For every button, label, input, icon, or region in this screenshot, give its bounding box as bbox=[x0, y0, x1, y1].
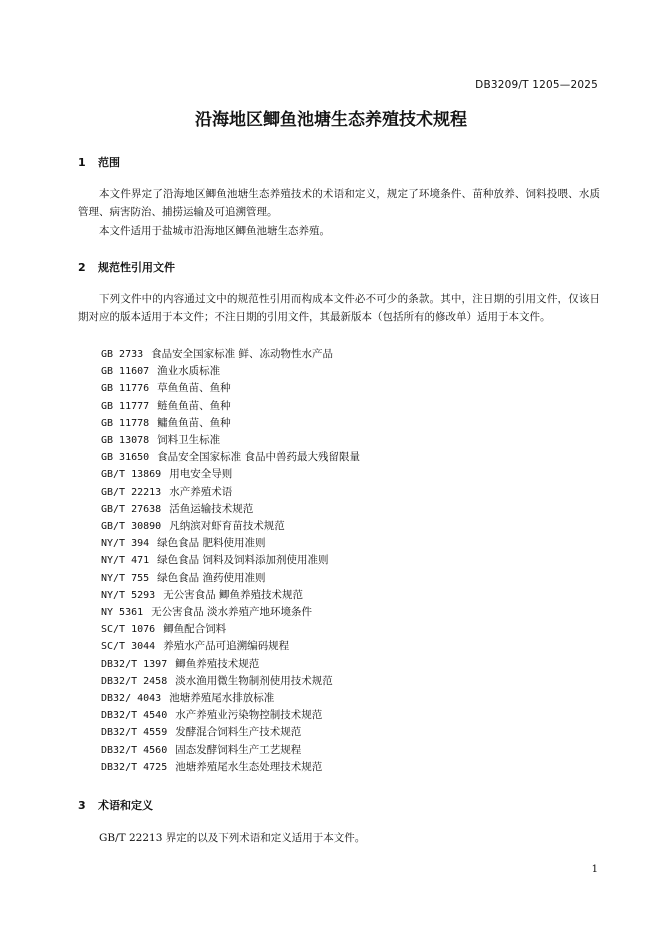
reference-item bbox=[101, 690, 360, 707]
section-number: 1 bbox=[78, 156, 86, 169]
reference-item bbox=[101, 742, 360, 759]
reference-item bbox=[101, 673, 360, 690]
reference-code: DB32/T 2458 bbox=[101, 675, 168, 687]
reference-code: SC/T 1076 bbox=[101, 624, 156, 636]
section-number: 3 bbox=[78, 799, 86, 812]
reference-code: NY 5361 bbox=[101, 607, 144, 619]
reference-title: 养殖水产品可追溯编码规程 bbox=[163, 640, 290, 653]
reference-title: 鲫鱼配合饲料 bbox=[163, 623, 227, 636]
reference-item bbox=[101, 604, 360, 621]
reference-item bbox=[101, 415, 360, 432]
reference-title: 用电安全导则 bbox=[169, 468, 233, 481]
reference-title: 食品安全国家标准 食品中兽药最大残留限量 bbox=[157, 451, 361, 464]
reference-title: 水产养殖业污染物控制技术规范 bbox=[175, 709, 323, 722]
reference-item bbox=[101, 535, 360, 552]
reference-code: DB32/T 1397 bbox=[101, 658, 168, 670]
reference-item bbox=[101, 363, 360, 380]
reference-title: 鳙鱼鱼苗、鱼种 bbox=[157, 416, 231, 429]
reference-code: GB 11778 bbox=[101, 417, 150, 429]
section-heading-normative-refs bbox=[78, 259, 175, 275]
reference-code: GB/T 13869 bbox=[101, 469, 162, 481]
reference-item bbox=[101, 484, 360, 501]
reference-code: SC/T 3044 bbox=[101, 641, 156, 653]
reference-item bbox=[101, 518, 360, 535]
section-title: 范围 bbox=[98, 156, 120, 169]
reference-title: 无公害食品 淡水养殖产地环境条件 bbox=[151, 606, 312, 619]
reference-code: NY/T 394 bbox=[101, 538, 150, 550]
reference-title: 淡水渔用微生物制剂使用技术规范 bbox=[175, 674, 333, 687]
reference-title: 鲫鱼养殖技术规范 bbox=[175, 657, 260, 670]
reference-title: 水产养殖术语 bbox=[169, 485, 233, 498]
normative-refs-intro: 下列文件中的内容通过文中的规范性引用而构成本文件必不可少的条款。其中，注日期的引用文件，仅该日期对应的版本适用于本文件；不注日期的引用文件，其最新版本（包括所有的修改单）适用于本文件。 bbox=[78, 293, 600, 323]
reference-item bbox=[101, 759, 360, 776]
reference-item bbox=[101, 638, 360, 655]
section-title: 规范性引用文件 bbox=[98, 261, 175, 274]
reference-code: DB32/T 4725 bbox=[101, 761, 168, 773]
reference-title: 绿色食品 饲料及饲料添加剂使用准则 bbox=[157, 554, 329, 567]
reference-code: DB32/ 4043 bbox=[101, 693, 162, 705]
section-heading-scope bbox=[78, 154, 120, 170]
reference-title: 渔业水质标准 bbox=[157, 365, 221, 378]
reference-title: 池塘养殖尾水生态处理技术规范 bbox=[175, 760, 323, 773]
reference-item bbox=[101, 552, 360, 569]
reference-code: GB 11776 bbox=[101, 383, 150, 395]
reference-item bbox=[101, 346, 360, 363]
reference-title: 池塘养殖尾水排放标准 bbox=[169, 692, 275, 705]
reference-item bbox=[101, 501, 360, 518]
reference-item bbox=[101, 621, 360, 638]
reference-code: GB/T 30890 bbox=[101, 521, 162, 533]
section-heading-terms bbox=[78, 797, 153, 813]
reference-title: 凡纳滨对虾育苗技术规范 bbox=[169, 520, 285, 533]
reference-item bbox=[101, 707, 360, 724]
reference-code: DB32/T 4560 bbox=[101, 744, 168, 756]
reference-item bbox=[101, 398, 360, 415]
reference-title: 发酵混合饲料生产技术规范 bbox=[175, 726, 302, 739]
reference-code: DB32/T 4540 bbox=[101, 710, 168, 722]
reference-item bbox=[101, 432, 360, 449]
reference-title: 活鱼运输技术规范 bbox=[169, 502, 254, 515]
document-code: DB3209/T 1205—2025 bbox=[475, 79, 598, 91]
reference-code: DB32/T 4559 bbox=[101, 727, 168, 739]
terms-intro: GB/T 22213 界定的以及下列术语和定义适用于本文件。 bbox=[99, 832, 366, 844]
reference-code: GB 2733 bbox=[101, 349, 144, 360]
reference-code: GB 31650 bbox=[101, 452, 150, 464]
reference-item bbox=[101, 466, 360, 483]
reference-item bbox=[101, 449, 360, 466]
reference-code: NY/T 471 bbox=[101, 555, 150, 567]
reference-title: 绿色食品 肥料使用准则 bbox=[157, 537, 266, 550]
reference-code: GB/T 27638 bbox=[101, 503, 162, 515]
reference-code: GB 11777 bbox=[101, 400, 150, 412]
reference-code: NY/T 5293 bbox=[101, 589, 156, 601]
reference-item bbox=[101, 724, 360, 741]
reference-code: GB/T 22213 bbox=[101, 486, 162, 498]
reference-item bbox=[101, 380, 360, 397]
scope-paragraph-1: 本文件界定了沿海地区鲫鱼池塘生态养殖技术的术语和定义，规定了环境条件、苗种放养、饲料投喂、水质管理、病害防治、捕捞运输及可追溯管理。 bbox=[78, 188, 600, 218]
document-title: 沿海地区鲫鱼池塘生态养殖技术规程 bbox=[195, 110, 467, 130]
reference-title: 无公害食品 鲫鱼养殖技术规范 bbox=[163, 588, 304, 601]
scope-paragraph-2: 本文件适用于盐城市沿海地区鲫鱼池塘生态养殖。 bbox=[99, 225, 330, 237]
reference-item bbox=[101, 587, 360, 604]
reference-item bbox=[101, 570, 360, 587]
reference-title: 食品安全国家标准 鲜、冻动物性水产品 bbox=[151, 348, 333, 360]
reference-item bbox=[101, 656, 360, 673]
reference-code: GB 13078 bbox=[101, 435, 150, 447]
reference-title: 饲料卫生标准 bbox=[157, 434, 221, 447]
reference-list bbox=[101, 346, 360, 776]
reference-code: NY/T 755 bbox=[101, 572, 150, 584]
section-number: 2 bbox=[78, 261, 86, 274]
reference-title: 鲢鱼鱼苗、鱼种 bbox=[157, 399, 231, 412]
page-number: 1 bbox=[591, 864, 598, 875]
reference-title: 绿色食品 渔药使用准则 bbox=[157, 571, 266, 584]
section-title: 术语和定义 bbox=[98, 799, 153, 812]
reference-title: 草鱼鱼苗、鱼种 bbox=[157, 382, 231, 395]
reference-title: 固态发酵饲料生产工艺规程 bbox=[175, 743, 302, 756]
reference-code: GB 11607 bbox=[101, 366, 150, 378]
